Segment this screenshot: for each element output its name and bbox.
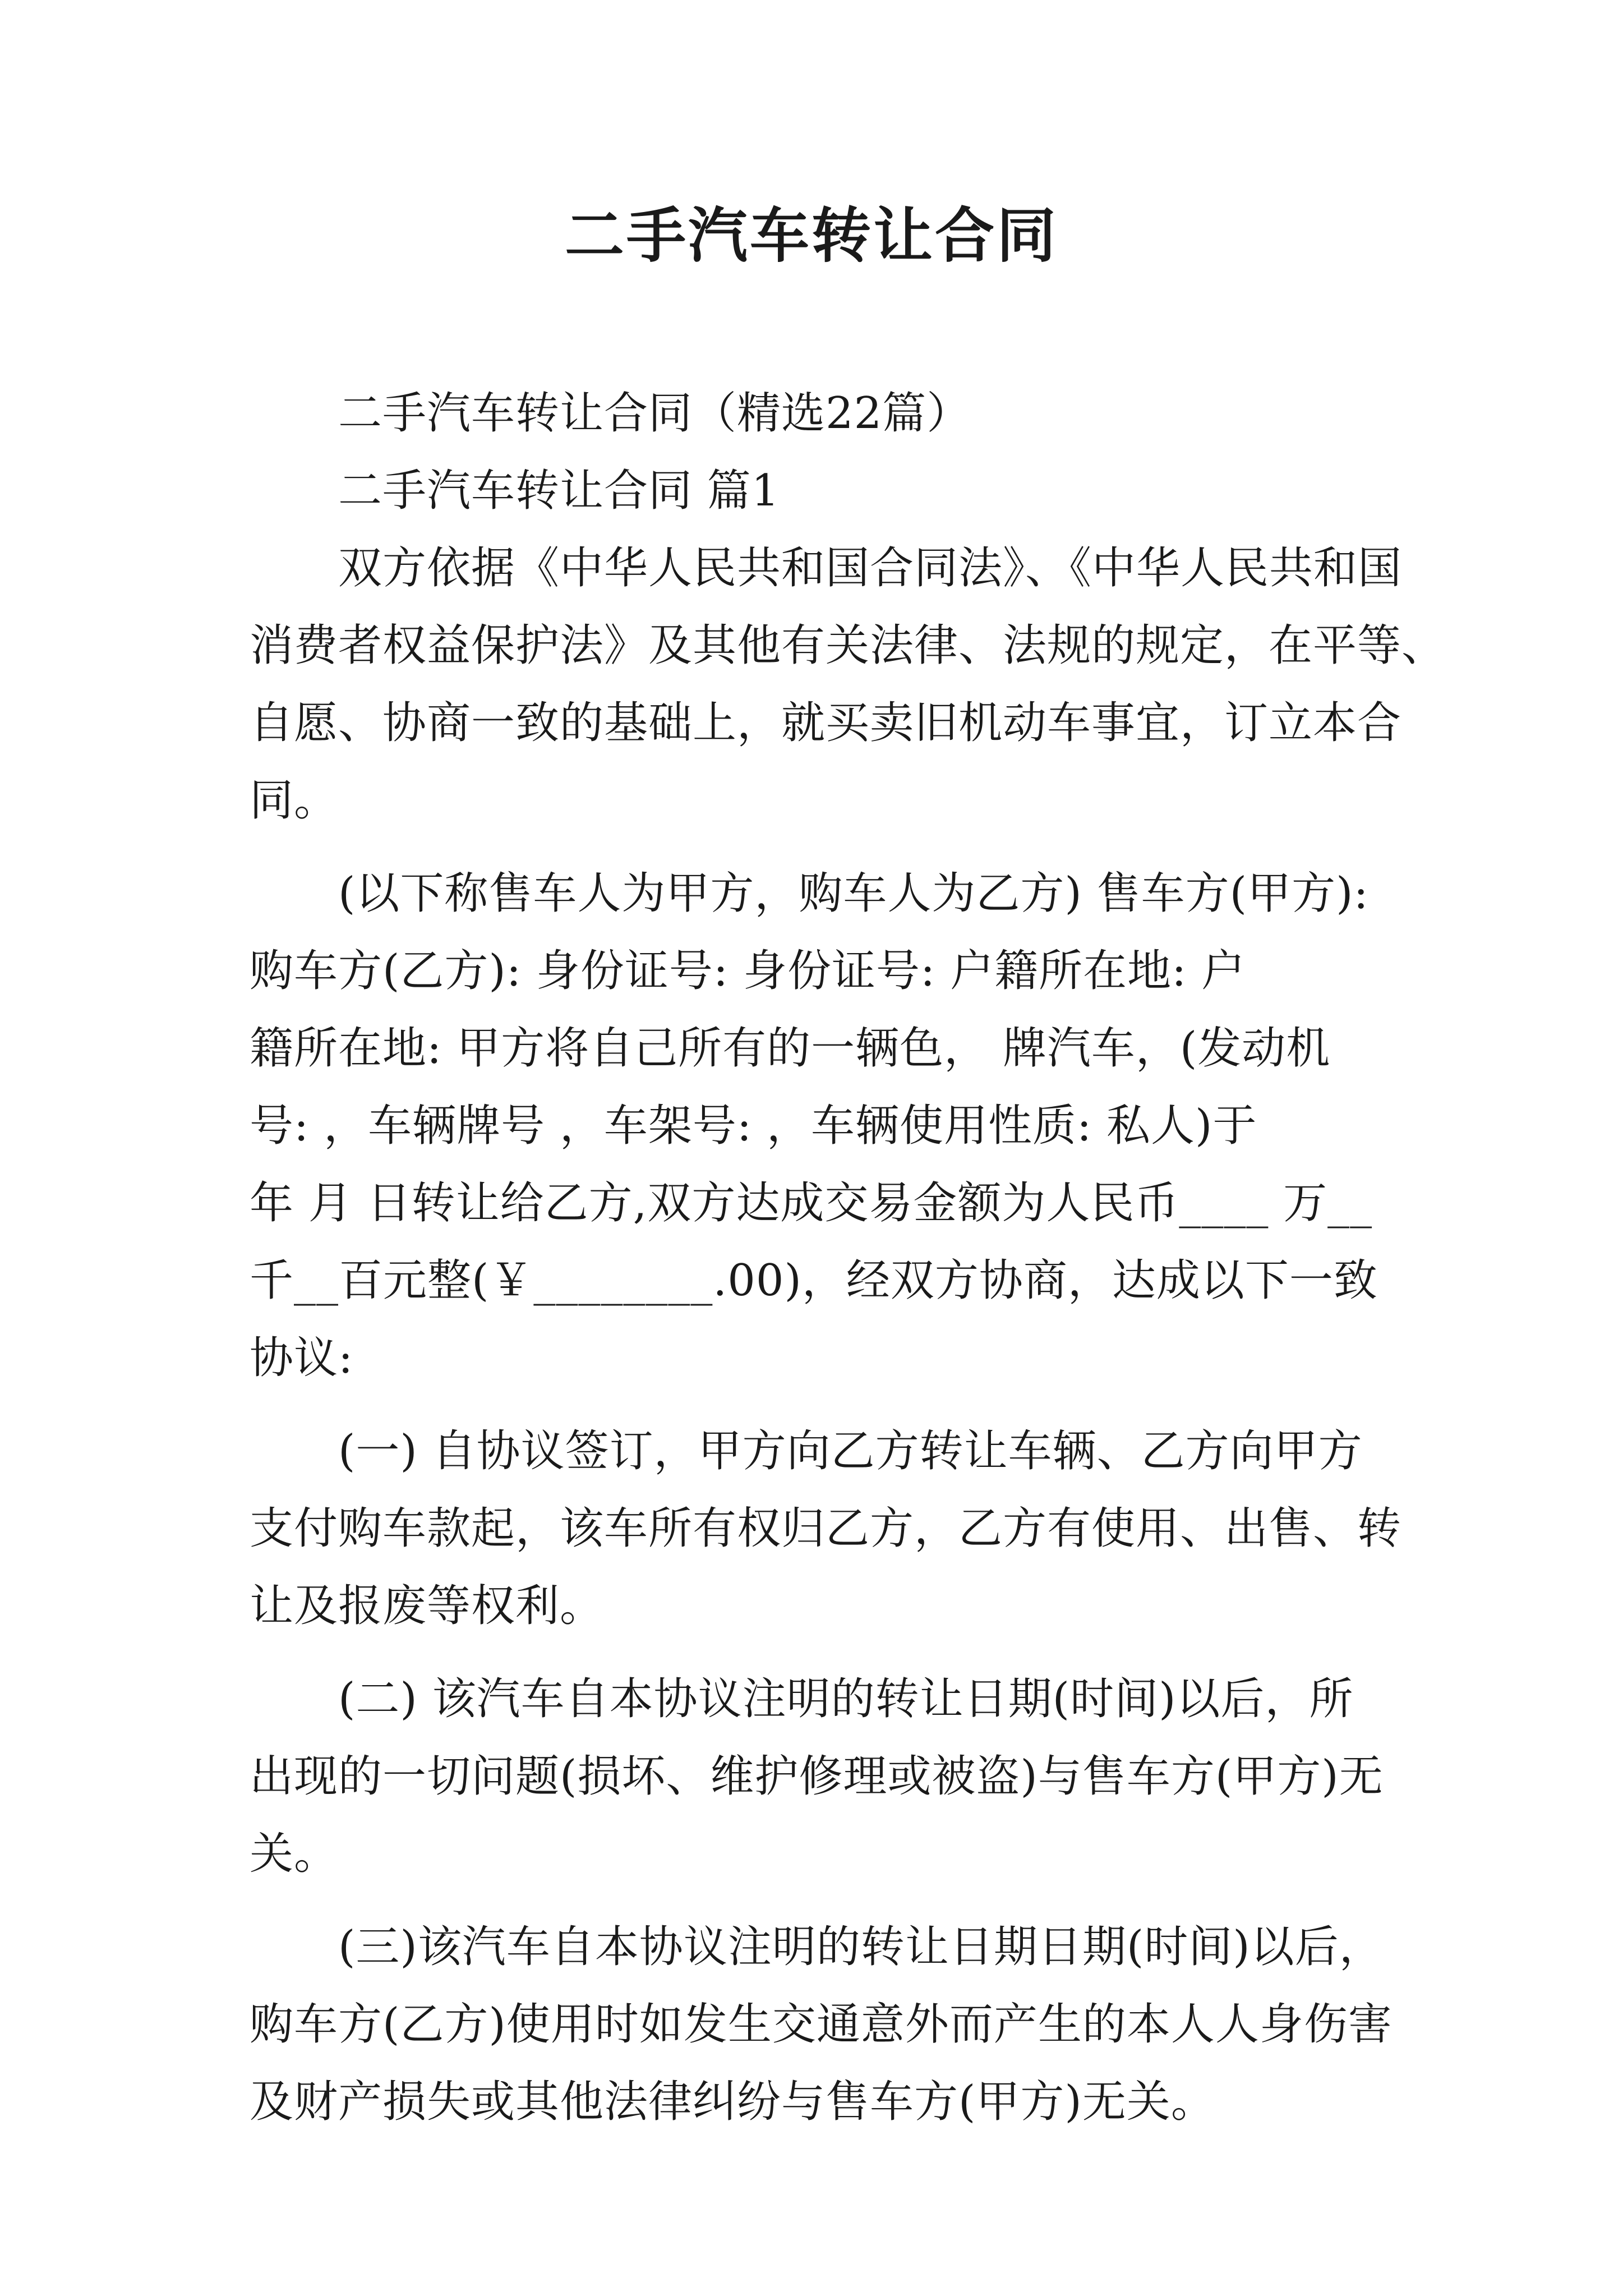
paragraph-line: 双方依据《中华人民共和国合同法》、《中华人民共和国: [338, 543, 1403, 593]
intro-paragraph: [250, 530, 1446, 839]
paragraph-line: (三)该汽车自本协议注明的转让日期日期(时间)以后，: [338, 1922, 1384, 1972]
paragraph-line: 千__百元整(￥________.00)，经双方协商，达成以下一致: [250, 1255, 1378, 1306]
document-subtitle: 二手汽车转让合同（精选22篇）: [338, 388, 971, 439]
paragraph-line: (二) 该汽车自本协议注明的转让日期(时间)以后，所: [338, 1674, 1354, 1724]
paragraph-line: 同。: [250, 775, 339, 826]
clause-3-paragraph: [250, 1908, 1393, 2141]
paragraph-line: 年 月 日转让给乙方,双方达成交易金额为人民币____ 万__: [250, 1178, 1373, 1228]
clause-1-paragraph: [250, 1412, 1402, 1645]
paragraph-line: 协议:: [250, 1333, 354, 1383]
document-body: [250, 375, 1446, 2141]
paragraph-line: 及财产损失或其他法律纠纷与售车方(甲方)无关。: [250, 2077, 1215, 2127]
paragraph-line: 出现的一切问题(损坏、维护修理或被盗)与售车方(甲方)无: [250, 1751, 1384, 1802]
paragraph-line: 自愿、协商一致的基础上，就买卖旧机动车事宜，订立本合: [250, 698, 1402, 748]
paragraph-line: (一) 自协议签订，甲方向乙方转让车辆、乙方向甲方: [338, 1426, 1363, 1476]
paragraph-line: 让及报废等权利。: [250, 1581, 605, 1631]
parties-paragraph: [250, 855, 1388, 1397]
paragraph-line: 籍所在地: 甲方将自己所有的一辆色， 牌汽车，(发动机: [250, 1023, 1331, 1074]
paragraph-line: 消费者权益保护法》及其他有关法律、法规的规定，在平等、: [250, 620, 1446, 671]
clause-2-paragraph: [250, 1660, 1388, 1893]
paragraph-line: 号: ，车辆牌号 ，车架号: ，车辆使用性质: 私人)于: [250, 1101, 1257, 1151]
paragraph-line: 购车方(乙方): 身份证号: 身份证号: 户籍所在地: 户: [250, 946, 1246, 996]
paragraph-line: 支付购车款起，该车所有权归乙方，乙方有使用、出售、转: [250, 1503, 1402, 1554]
paragraph-line: 购车方(乙方)使用时如发生交通意外而产生的本人人身伤害: [250, 1999, 1393, 2050]
paragraph-line: 关。: [250, 1829, 339, 1879]
section-heading: 二手汽车转让合同 篇1: [338, 466, 780, 516]
paragraph-line: (以下称售车人为甲方，购车人为乙方) 售车方(甲方):: [338, 868, 1369, 919]
document-title: 二手汽车转让合同: [565, 200, 1058, 270]
